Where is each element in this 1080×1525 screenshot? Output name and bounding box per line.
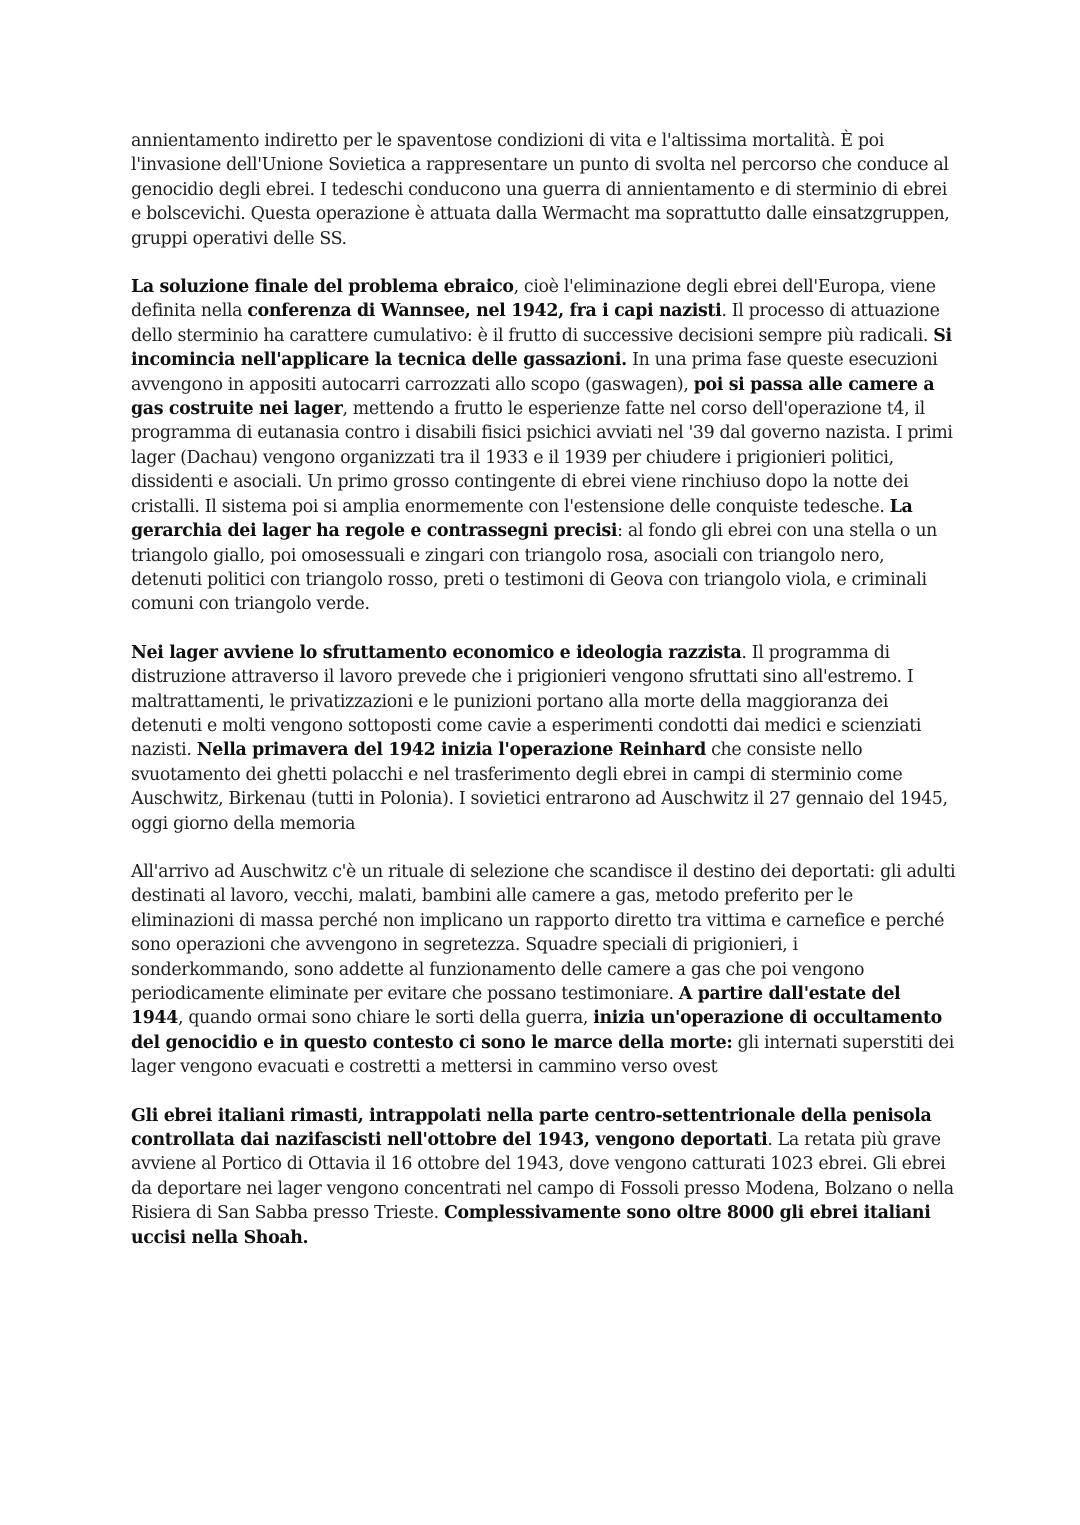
bold-text-run: La gerarchia dei lager ha regole e contrassegni precisi bbox=[131, 496, 913, 542]
bold-text-run: Nei lager avviene lo sfruttamento economico e ideologia razzista bbox=[131, 642, 742, 663]
bold-text-run: La soluzione finale del problema ebraico bbox=[131, 277, 514, 298]
document-page bbox=[131, 129, 956, 1274]
bold-text-run: Si incomincia nell'applicare la tecnica delle gassazioni. bbox=[131, 325, 952, 371]
bold-text-run: Complessivamente sono oltre 8000 gli ebrei italiani uccisi nella Shoah. bbox=[131, 1203, 931, 1248]
paragraph-auschwitz-selection bbox=[131, 860, 956, 1080]
bold-text-run: poi si passa alle camere a gas costruite nei lager bbox=[131, 374, 935, 420]
text-run: gli internati superstiti dei lager vengono evacuati e costretti a mettersi in cammino verso ovest bbox=[131, 1032, 954, 1078]
paragraph-italian-jews bbox=[131, 1104, 956, 1250]
text-run: All'arrivo ad Auschwitz c'è un rituale di selezione che scandisce il destino dei deportati: gli adulti destinati al lavoro, vecchi, malati, bambini alle camere a gas, metodo preferito per le eliminazioni di massa perché non implicano un rapporto diretto tra vittima e carnefice e perché sono operazioni che avvengono in segretezza. Squadre speciali di prigionieri, i sonderkommando, sono addette al funzionamento delle camere a gas che poi vengono periodicamente eliminate per evitare che possano testimoniare. bbox=[131, 861, 956, 1004]
paragraph-wehrmacht bbox=[131, 129, 956, 251]
text-run: In una prima fase queste esecuzioni avvengono in appositi autocarri carrozzati allo scopo (gaswagen), bbox=[131, 350, 938, 395]
text-run: . Il programma di distruzione attraverso il lavoro prevede che i prigionieri vengono sfruttati sino all'estremo. I maltrattamenti, le privatizzazioni e le punizioni portano alla morte della maggioranza dei detenuti e molti vengono sottoposti come cavie a esperimenti condotti dai medici e scienziati nazisti. bbox=[131, 642, 922, 761]
bold-text-run: Nella primavera del 1942 inizia l'operazione Reinhard bbox=[196, 740, 706, 761]
text-run: annientamento indiretto per le spaventose condizioni di vita e l'altissima mortalità. È poi l'invasione dell'Unione Sovietica a rappresentare un punto di svolta nel percorso che conduce al genocidio degli ebrei. I tedeschi conducono una guerra di annientamento e di sterminio di ebrei e bolscevichi. Questa operazione è attuata dalla Wermacht ma soprattutto dalle einsatzgruppen, gruppi operativi delle SS. bbox=[131, 131, 950, 249]
bold-text-run: A partire dall'estate del 1944 bbox=[131, 984, 901, 1029]
text-run: . La retata più grave avviene al Portico di Ottavia il 16 ottobre del 1943, dove vengono catturati 1023 ebrei. Gli ebrei da deportare nei lager vengono concentrati nel campo di Fossoli presso Modena, Bolzano o nella Risiera di San Sabba presso Trieste. bbox=[131, 1130, 954, 1224]
bold-text-run: inizia un'operazione di occultamento del genocidio e in questo contesto ci sono le marce della morte: bbox=[131, 1008, 942, 1053]
text-run: . Il processo di attuazione dello sterminio ha carattere cumulativo: è il frutto di successive decisioni sempre più radicali. bbox=[131, 301, 940, 346]
bold-text-run: Gli ebrei italiani rimasti, intrappolati nella parte centro-settentrionale della penisola controllata dai nazifascisti nell'ottobre del 1943, vengono deportati bbox=[131, 1105, 932, 1151]
bold-text-run: conferenza di Wannsee, nel 1942, fra i capi nazisti bbox=[247, 301, 722, 322]
text-run: , mettendo a frutto le esperienze fatte nel corso dell'operazione t4, il programma di eutanasia contro i disabili fisici psichici avviati nel '39 dal governo nazista. I primi lager (Dachau) vengono organizzati tra il 1933 e il 1939 per chiudere i prigionieri politici, dissidenti e asociali. Un primo grosso contingente di ebrei viene rinchiuso dopo la notte dei cristalli. Il sistema poi si amplia enormemente con l'estensione delle conquiste tedesche. bbox=[131, 399, 953, 517]
text-run: : al fondo gli ebrei con una stella o un triangolo giallo, poi omosessuali e zingari con triangolo rosa, asociali con triangolo nero, detenuti politici con triangolo rosso, preti o testimoni di Geova con triangolo viola, e criminali comuni con triangolo verde. bbox=[131, 521, 938, 615]
paragraph-final-solution bbox=[131, 275, 956, 617]
text-run: , cioè l'eliminazione degli ebrei dell'Europa, viene definita nella bbox=[131, 277, 936, 322]
paragraph-lager-exploitation bbox=[131, 641, 956, 836]
text-run: , quando ormai sono chiare le sorti della guerra, bbox=[178, 1008, 594, 1029]
text-run: che consiste nello svuotamento dei ghetti polacchi e nel trasferimento degli ebrei in campi di sterminio come Auschwitz, Birkenau (tutti in Polonia). I sovietici entrarono ad Auschwitz il 27 gennaio del 1945, oggi giorno della memoria bbox=[131, 740, 948, 834]
